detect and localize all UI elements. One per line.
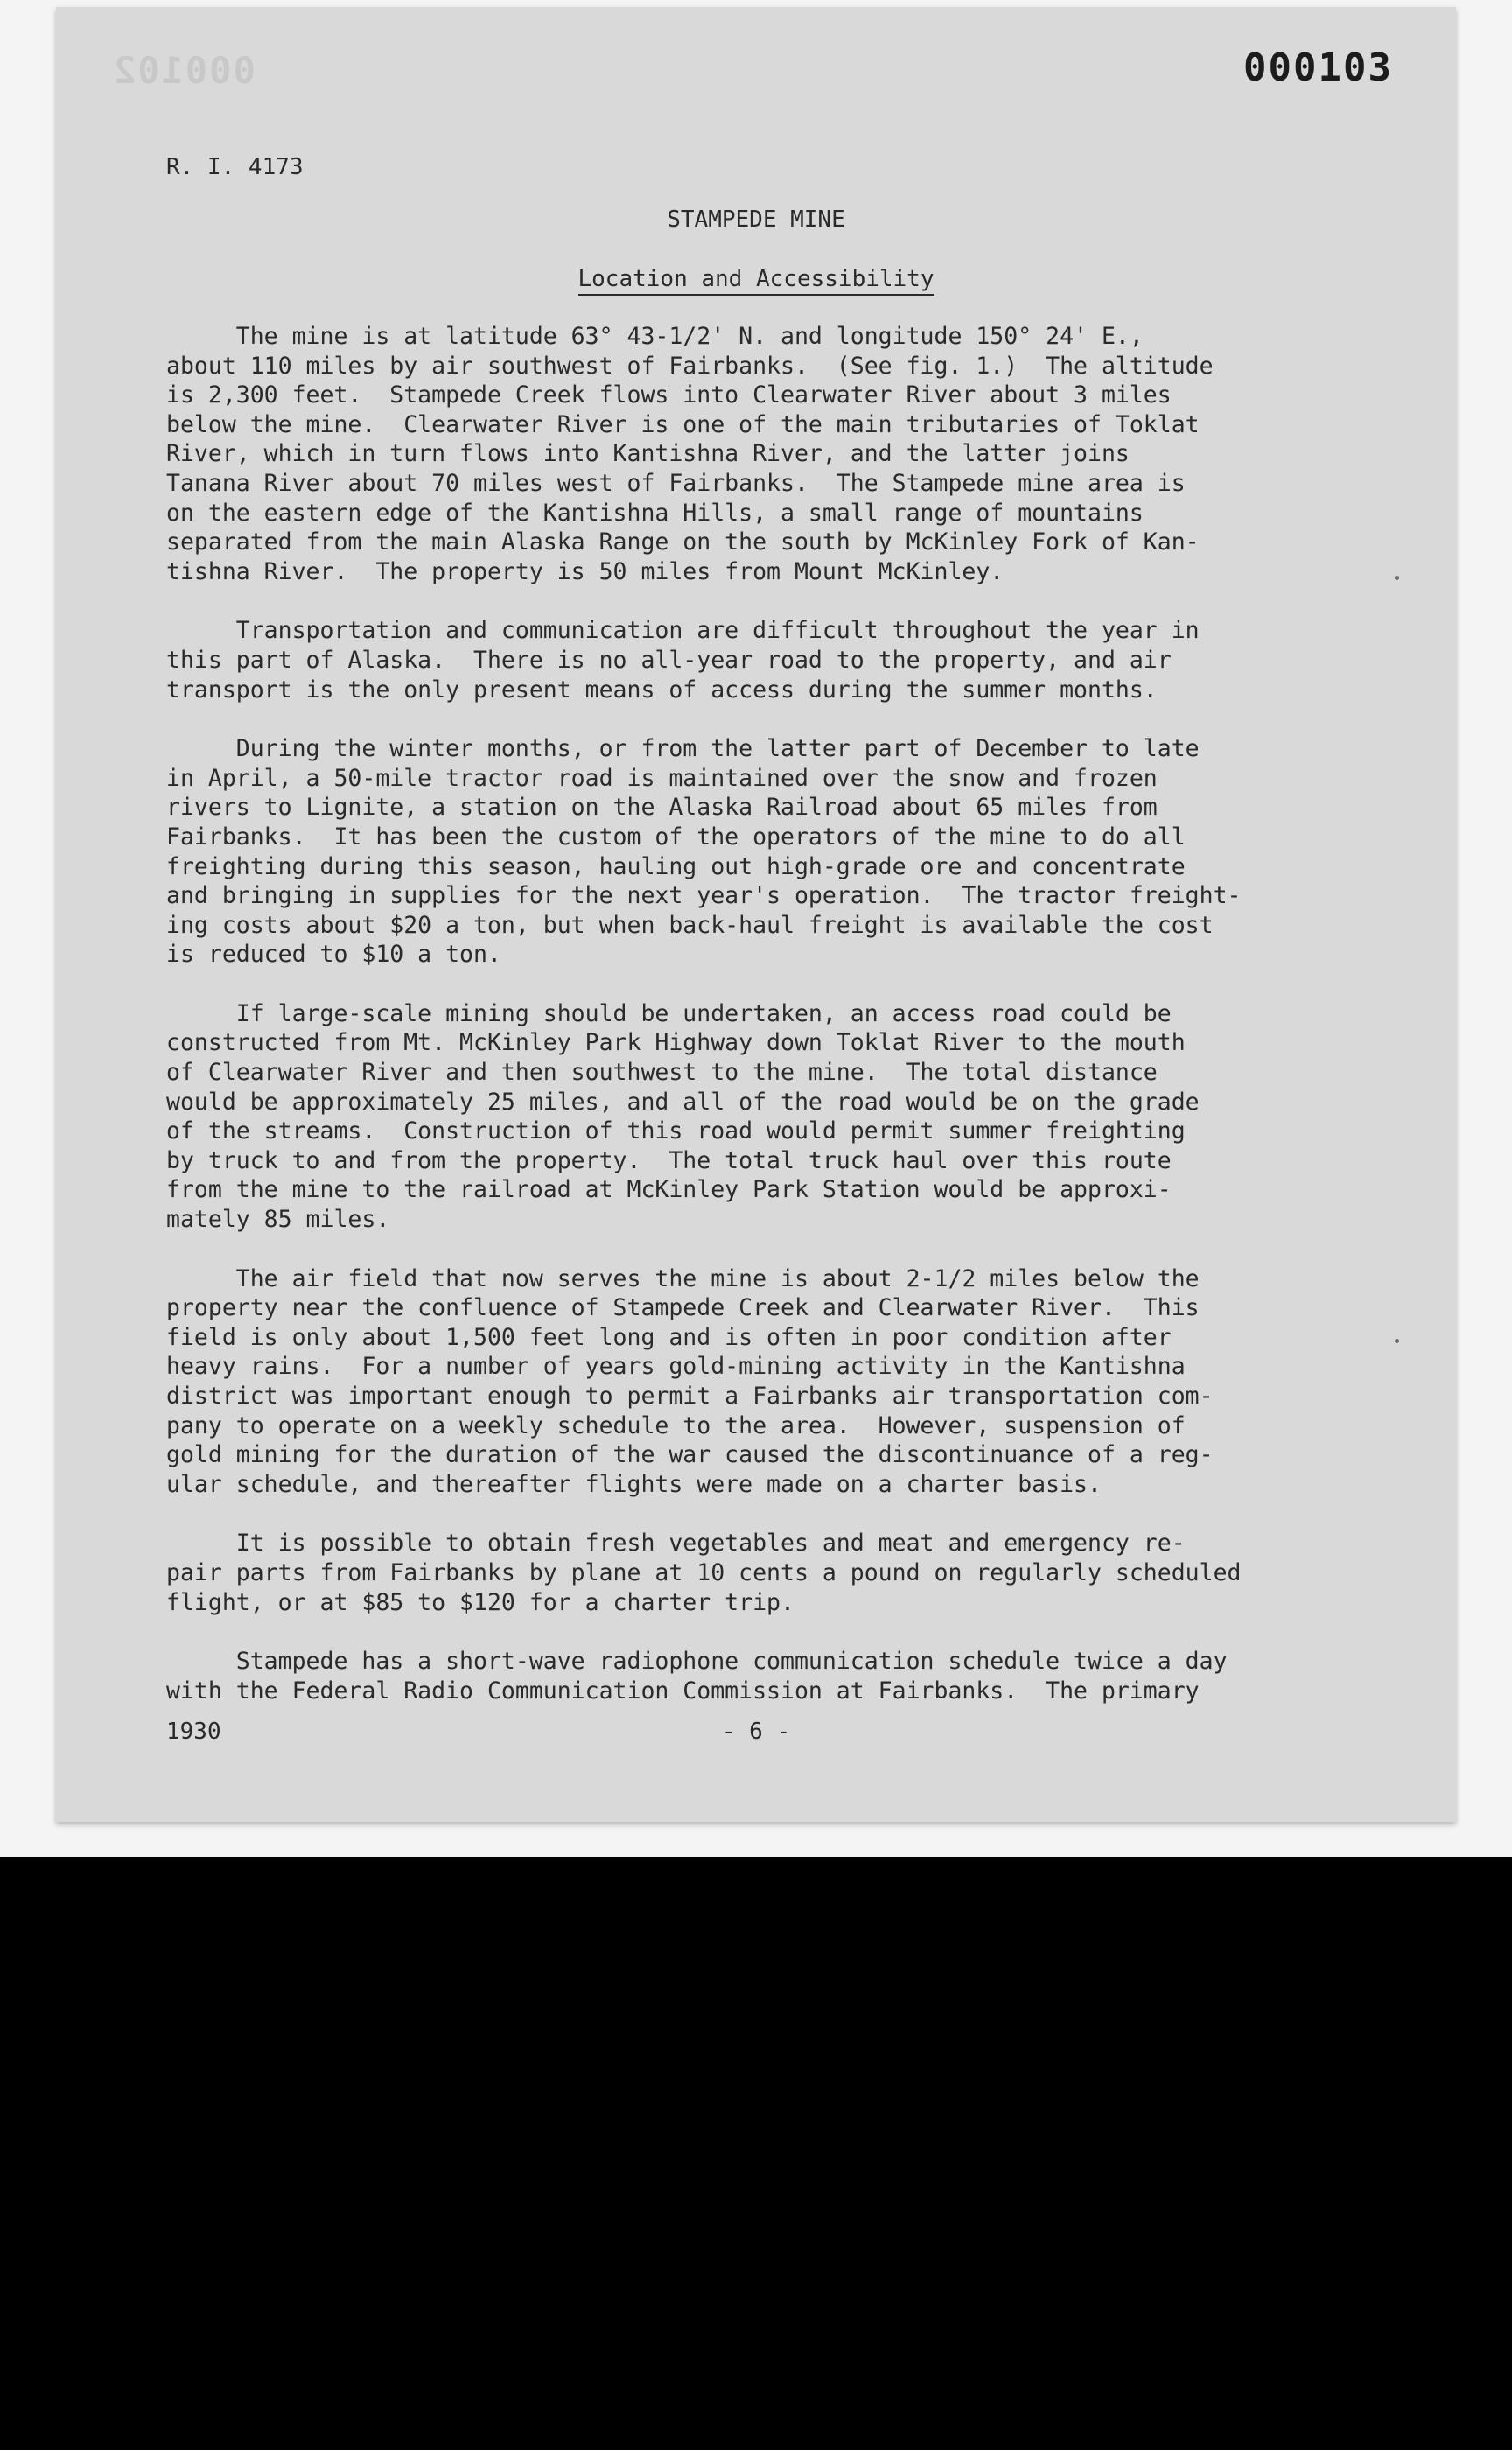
- text-line: with the Federal Radio Communication Commission at Fairbanks. The primary: [166, 1676, 1200, 1704]
- text-line: by truck to and from the property. The total truck haul over this route: [166, 1146, 1172, 1174]
- paragraph-transportation: [166, 616, 1374, 704]
- text-line: heavy rains. For a number of years gold-mining activity in the Kantishna: [166, 1353, 1186, 1381]
- text-line: During the winter months, or from the latter part of December to late: [166, 735, 1200, 763]
- text-line: It is possible to obtain fresh vegetables and meat and emergency re-: [166, 1530, 1186, 1558]
- text-line: below the mine. Clearwater River is one of the main tributaries of Toklat: [166, 410, 1200, 438]
- text-line: about 110 miles by air southwest of Fairbanks. (See fig. 1.) The altitude: [166, 352, 1214, 380]
- section-heading: [56, 266, 1456, 292]
- text-line: is 2,300 feet. Stampede Creek flows into Clearwater River about 3 miles: [166, 382, 1172, 410]
- text-line: of the streams. Construction of this road would permit summer freighting: [166, 1117, 1186, 1145]
- text-line: The air field that now serves the mine is about 2-1/2 miles below the: [166, 1264, 1200, 1292]
- bleed-through-page-stamp: 000102: [112, 49, 256, 92]
- text-line: mately 85 miles.: [166, 1206, 390, 1234]
- text-line: property near the confluence of Stampede Creek and Clearwater River. This: [166, 1294, 1200, 1322]
- text-line: constructed from Mt. McKinley Park Highway down Toklat River to the mouth: [166, 1029, 1186, 1057]
- text-line: this part of Alaska. There is no all-year road to the property, and air: [166, 646, 1172, 674]
- text-line: district was important enough to permit a Fairbanks air transportation com-: [166, 1382, 1214, 1410]
- body-text: [166, 322, 1374, 1735]
- paragraph-radio: [166, 1647, 1374, 1705]
- paragraph-winter-road: [166, 734, 1374, 970]
- report-number: R. I. 4173: [166, 154, 304, 180]
- text-line: rivers to Lignite, a station on the Alaska Railroad about 65 miles from: [166, 794, 1158, 822]
- text-line: tishna River. The property is 50 miles from Mount McKinley.: [166, 557, 1004, 585]
- paper-speck: [1395, 576, 1399, 580]
- text-line: pany to operate on a weekly schedule to the area. However, suspension of: [166, 1411, 1186, 1439]
- text-line: and bringing in supplies for the next year's operation. The tractor freight-: [166, 882, 1242, 910]
- paragraph-supplies: [166, 1529, 1374, 1617]
- text-line: separated from the main Alaska Range on the south by McKinley Fork of Kan-: [166, 528, 1200, 556]
- section-heading-text: Location and Accessibility: [578, 266, 934, 296]
- text-line: from the mine to the railroad at McKinley Park Station would be approxi-: [166, 1176, 1172, 1204]
- text-line: River, which in turn flows into Kantishna River, and the latter joins: [166, 440, 1130, 468]
- paragraph-location: [166, 322, 1374, 586]
- footer-page-number: - 6 -: [721, 1718, 791, 1745]
- paragraph-air-field: [166, 1264, 1374, 1500]
- text-line: Tanana River about 70 miles west of Fairbanks. The Stampede mine area is: [166, 469, 1186, 497]
- text-line: would be approximately 25 miles, and all of the road would be on the grade: [166, 1088, 1200, 1116]
- text-line: of Clearwater River and then southwest to the mine. The total distance: [166, 1059, 1158, 1087]
- text-line: transport is the only present means of access during the summer months.: [166, 676, 1158, 704]
- text-line: If large-scale mining should be undertaken, an access road could be: [166, 999, 1172, 1027]
- text-line: is reduced to $10 a ton.: [166, 941, 501, 969]
- text-line: flight, or at $85 to $120 for a charter trip.: [166, 1588, 794, 1616]
- text-line: ular schedule, and thereafter flights were made on a charter basis.: [166, 1470, 1102, 1498]
- text-line: freighting during this season, hauling out high-grade ore and concentrate: [166, 852, 1186, 880]
- text-line: Stampede has a short-wave radiophone communication schedule twice a day: [166, 1648, 1228, 1676]
- text-line: Fairbanks. It has been the custom of the operators of the mine to do all: [166, 822, 1186, 850]
- paper-speck: [1395, 1339, 1399, 1343]
- paragraph-access-road: [166, 999, 1374, 1235]
- text-line: in April, a 50-mile tractor road is maintained over the snow and frozen: [166, 764, 1158, 792]
- text-line: gold mining for the duration of the war caused the discontinuance of a reg-: [166, 1441, 1214, 1469]
- footer-year: 1930: [166, 1718, 221, 1745]
- document-page: [56, 7, 1456, 1822]
- text-line: on the eastern edge of the Kantishna Hills, a small range of mountains: [166, 499, 1144, 527]
- text-line: pair parts from Fairbanks by plane at 10 cents a pound on regularly scheduled: [166, 1558, 1242, 1586]
- page-stamp: 000103: [1243, 46, 1393, 90]
- text-line: Transportation and communication are difficult throughout the year in: [166, 617, 1200, 645]
- text-line: field is only about 1,500 feet long and is often in poor condition after: [166, 1323, 1172, 1351]
- text-line: The mine is at latitude 63° 43-1/2' N. and longitude 150° 24' E.,: [166, 323, 1144, 350]
- document-title: STAMPEDE MINE: [667, 206, 845, 233]
- text-line: ing costs about $20 a ton, but when back-haul freight is available the cost: [166, 911, 1214, 939]
